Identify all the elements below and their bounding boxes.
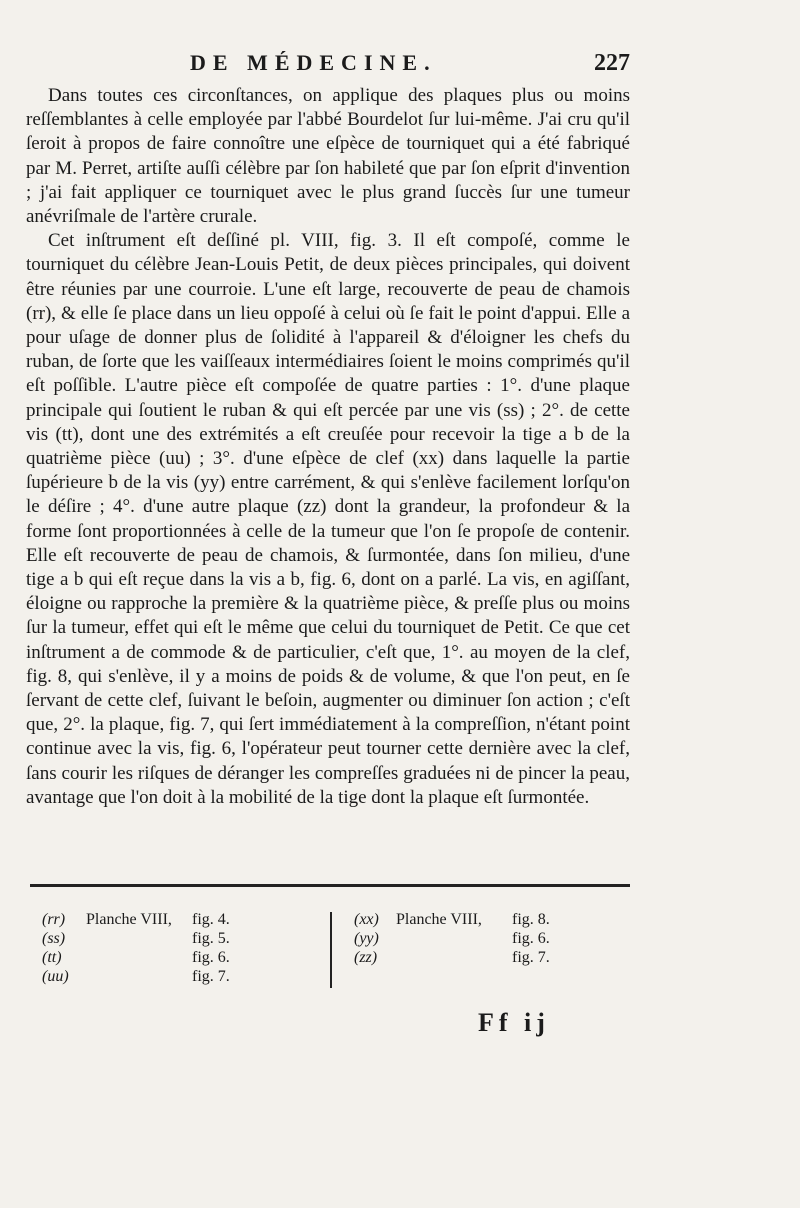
footnotes-left-column bbox=[42, 910, 312, 986]
paragraph: Dans toutes ces circonſtances, on applique des plaques plus ou moins reſſemblantes à celle employée par l'abbé Bourdelot ſur lui-même. J'ai cru qu'il ſeroit à propos de faire connoître une eſpèce de tourniquet qui a été fabriqué par M. Perret, artiſte auſſi célèbre par ſon habileté que par ſon eſprit d'invention ; j'ai fait appliquer ce tourniquet avec le plus grand ſuccès ſur une tumeur anévriſmale de l'artère crurale. bbox=[26, 85, 630, 228]
footnote-figure: fig. 7. bbox=[192, 968, 230, 985]
footnote-plate: Planche VIII, bbox=[86, 911, 172, 928]
footnote bbox=[42, 929, 312, 948]
body-text bbox=[26, 84, 630, 810]
footnote-mark: (yy) bbox=[354, 930, 379, 947]
footnote-mark: (ss) bbox=[42, 930, 66, 947]
paragraph: Cet inſtrument eſt deſſiné pl. VIII, fig. 3. Il eſt compoſé, comme le tourniquet du célèbre Jean-Louis Petit, de deux pièces principales, qui doivent être réunies par une courroie. L'une eſt large, recouverte de peau de chamois (rr), & elle ſe place dans un lieu oppoſé à celui où ſe fait le point d'appui. Elle a pour uſage de donner plus de ſolidité à l'appareil & d'éloigner les chefs du ruban, de ſorte que les vaiſſeaux intermédiaires ſoient le moins comprimés qu'il eſt poſſible. L'autre pièce eſt compoſée de quatre parties : 1°. d'une plaque principale qui ſoutient le ruban & qui eſt percée par une vis (ss) ; 2°. de cette vis (tt), dont une des extrémités a eſt creuſée pour recevoir la tige a b de la quatrième pièce (uu) ; 3°. d'une eſpèce de clef (xx) dans laquelle la partie ſupérieure b de la vis (yy) entre carrément, & qui s'enlève facilement lorſqu'on le déſire ; 4°. d'une autre plaque (zz) dont la grandeur, la profondeur & la forme ſont proportionnées à celle de la tumeur que l'on ſe propoſe de contenir. Elle eſt recouverte de peau de chamois, & ſurmontée, dans ſon milieu, d'une tige a b qui eſt reçue dans la vis a b, fig. 6, dont on a parlé. La vis, en agiſſant, éloigne ou rapproche la première & la quatrième pièce, & preſſe plus ou moins ſur la tumeur, effet qui eſt le même que celui du tourniquet de Petit. Ce que cet inſtrument a de commode & de particulier, c'eſt que, 1°. au moyen de la clef, fig. 8, qui s'enlève, il y a moins de poids & de volume, & que l'on peut, en ſe ſervant de cette clef, ſuivant le beſoin, augmenter ou diminuer ſon action ; c'eſt que, 2°. la plaque, fig. 7, qui ſert immédiatement à la compreſſion, n'étant point continue avec la vis, fig. 6, l'opérateur peut tourner cette dernière avec la clef, ſans courir les riſques de déranger les compreſſes graduées ni de pincer la peau, avantage que l'on doit à la mobilité de la tige dont la plaque eſt ſurmontée. bbox=[26, 230, 630, 808]
footnote-mark: (uu) bbox=[42, 968, 69, 985]
footnotes-right-column bbox=[354, 910, 624, 967]
footnote-figure: fig. 8. bbox=[512, 911, 550, 928]
signature-mark: Ff ij bbox=[478, 1008, 550, 1037]
footnote-figure: fig. 6. bbox=[512, 930, 550, 947]
running-head: DE MÉDECINE. bbox=[190, 50, 437, 75]
footnote-rule bbox=[30, 884, 630, 887]
footnote-plate: Planche VIII, bbox=[396, 911, 482, 928]
footnote-mark: (tt) bbox=[42, 949, 62, 966]
footnote-divider bbox=[330, 912, 332, 988]
footnote-mark: (zz) bbox=[354, 949, 378, 966]
footnote-figure: fig. 7. bbox=[512, 949, 550, 966]
page-header bbox=[40, 50, 630, 84]
footnote bbox=[354, 910, 624, 929]
footnote-mark: (xx) bbox=[354, 911, 379, 928]
footnote-figure: fig. 6. bbox=[192, 949, 230, 966]
footnote-figure: fig. 5. bbox=[192, 930, 230, 947]
footnote bbox=[354, 929, 624, 948]
footnote bbox=[42, 948, 312, 967]
footnote bbox=[42, 910, 312, 929]
page-number: 227 bbox=[594, 50, 630, 76]
footnote bbox=[42, 967, 312, 986]
footnote-mark: (rr) bbox=[42, 911, 66, 928]
footnote bbox=[354, 948, 624, 967]
footnotes bbox=[42, 910, 632, 990]
footnote-figure: fig. 4. bbox=[192, 911, 230, 928]
